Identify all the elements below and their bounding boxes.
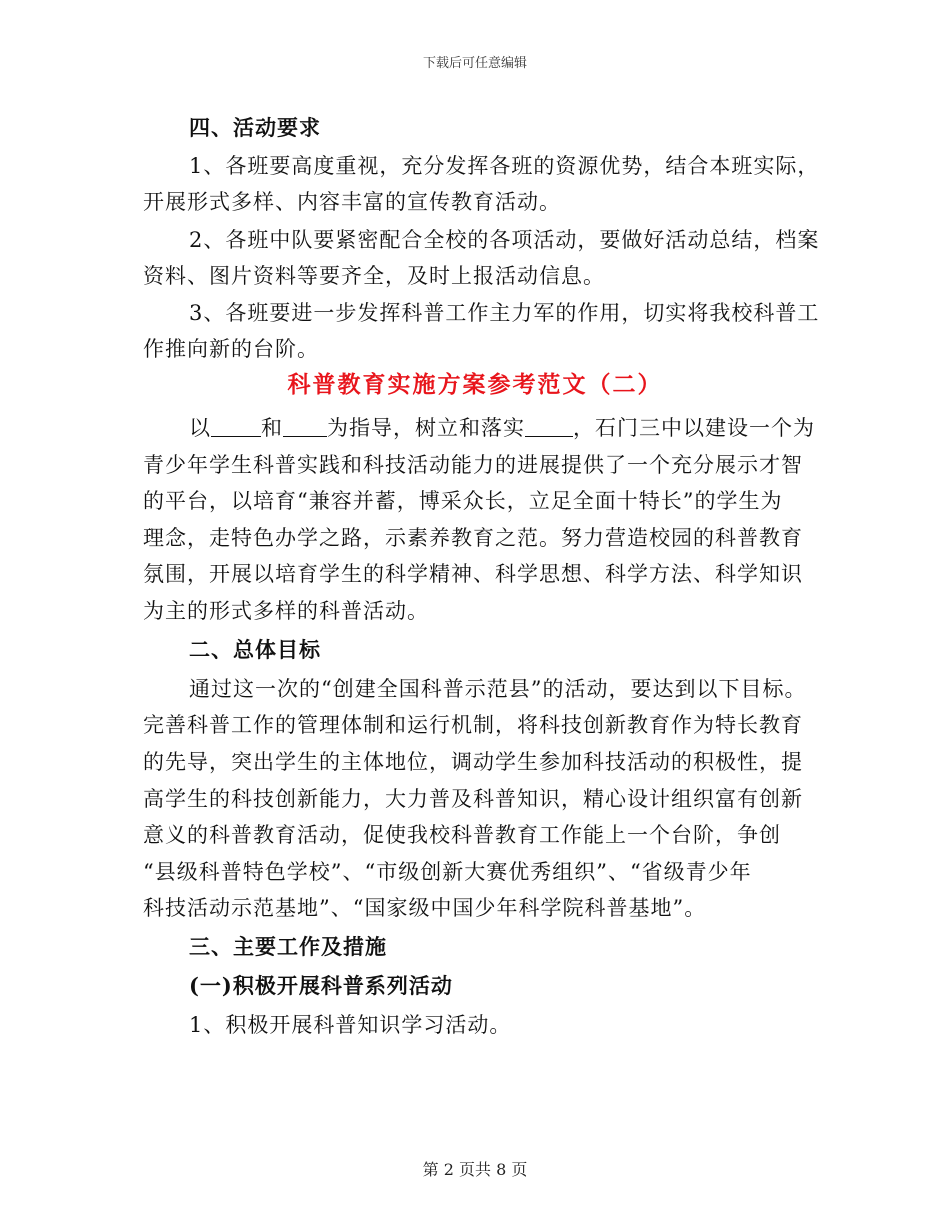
paragraph-line: 1、各班要高度重视，充分发挥各班的资源优势，结合本班实际， xyxy=(189,154,820,178)
page-footer: 第 2 页共 8 页 xyxy=(422,1160,528,1179)
intro-text: 以 xyxy=(189,416,211,440)
fill-blank xyxy=(211,416,261,437)
paragraph-line: 科技活动示范基地”、“国家级中国少年科学院科普基地”。 xyxy=(143,896,707,920)
paragraph-line: 资料、图片资料等要齐全，及时上报活动信息。 xyxy=(143,264,605,288)
paragraph-line: 意义的科普教育活动，促使我校科普教育工作能上一个台阶，争创 xyxy=(143,823,781,847)
paragraph-line: 理念，走特色办学之路，示素养教育之范。努力营造校园的科普教育 xyxy=(143,526,803,550)
paragraph-line: 3、各班要进一步发挥科普工作主力军的作用，切实将我校科普工 xyxy=(189,301,820,325)
paragraph-line: 1、积极开展科普知识学习活动。 xyxy=(189,1013,512,1037)
subsection-heading: (一)积极开展科普系列活动 xyxy=(189,973,453,998)
paragraph-line: 为主的形式多样的科普活动。 xyxy=(143,599,429,623)
paragraph-line: 的平台，以培育“兼容并蓄，博采众长，立足全面十特长”的学生为 xyxy=(143,489,783,513)
section-heading-overall-goals: 二、总体目标 xyxy=(189,637,321,662)
paragraph-line: 氛围，开展以培育学生的科学精神、科学思想、科学方法、科学知识 xyxy=(143,562,803,586)
section-heading-activity-requirements: 四、活动要求 xyxy=(189,115,321,140)
paragraph-line: 完善科普工作的管理体制和运行机制，将科技创新教育作为特长教育 xyxy=(143,713,803,737)
paragraph-line: 作推向新的台阶。 xyxy=(143,337,319,361)
paragraph-line: 通过这一次的“创建全国科普示范县”的活动，要达到以下目标。 xyxy=(189,677,807,701)
paragraph-line: 青少年学生科普实践和科技活动能力的进展提供了一个充分展示才智 xyxy=(143,453,803,477)
paragraph-line: 开展形式多样、内容丰富的宣传教育活动。 xyxy=(143,190,561,214)
section-heading-main-work: 三、主要工作及措施 xyxy=(189,934,387,959)
document-title: 科普教育实施方案参考范文（二） xyxy=(287,371,663,398)
paragraph-line: “县级科普特色学校”、“市级创新大赛优秀组织”、“省级青少年 xyxy=(143,860,752,884)
fill-blank xyxy=(283,416,327,437)
intro-text: 和 xyxy=(261,416,283,440)
intro-text: 为指导，树立和落实 xyxy=(327,416,525,440)
intro-line-with-blanks xyxy=(189,414,815,442)
paragraph-line: 的先导，突出学生的主体地位，调动学生参加科技活动的积极性，提 xyxy=(143,750,803,774)
paragraph-line: 2、各班中队要紧密配合全校的各项活动，要做好活动总结，档案 xyxy=(189,228,820,252)
page-header: 下载后可任意编辑 xyxy=(422,56,527,71)
fill-blank xyxy=(525,416,573,437)
intro-text: ，石门三中以建设一个为 xyxy=(573,416,815,440)
paragraph-line: 高学生的科技创新能力，大力普及科普知识，精心设计组织富有创新 xyxy=(143,787,803,811)
